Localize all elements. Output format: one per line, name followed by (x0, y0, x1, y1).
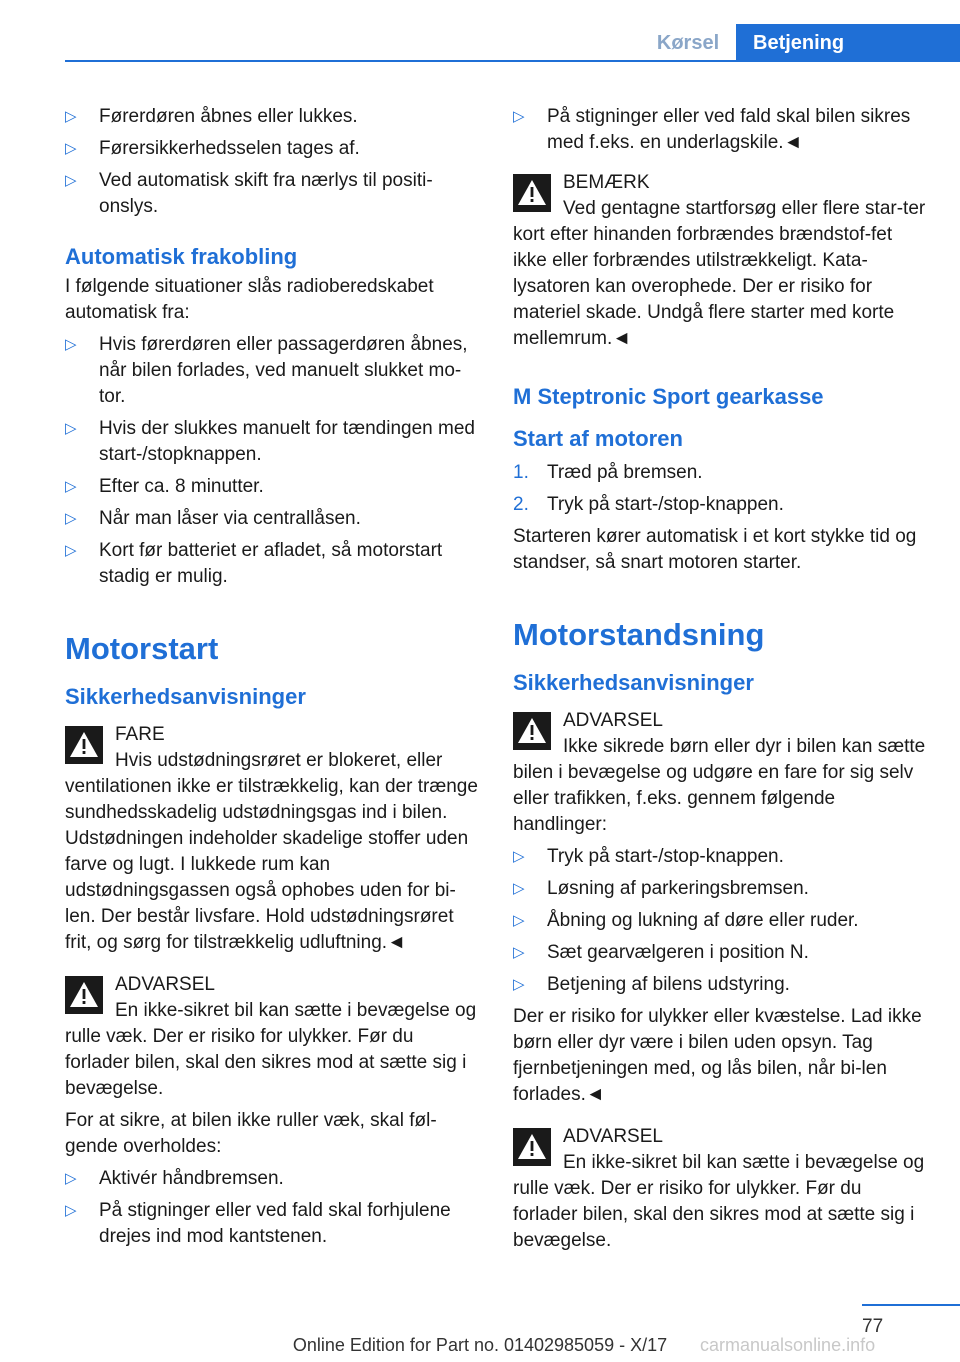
header-rule (65, 60, 960, 62)
motorstandsning-heading: Motorstandsning (513, 617, 765, 652)
start-heading: Start af motoren (513, 426, 683, 451)
warning-block-advarsel-right (513, 1124, 928, 1254)
warning-text: Hvis udstødningsrøret er blokeret, eller ventilationen ikke er tilstrækkelig, kan der trænge sundhedsskadelig udstødningsgas ind i bilen. Udstødningen indeholder skadelige stoffer uden farve og lugt. I lukkede rum kan udstødningsgassen også ophobes uden for bi-len. Der består livsfare. Hold udstødningsrøret frit, og sørg for tilstrækkelig udluftning.◄ (65, 750, 478, 953)
warning-title: FARE (115, 724, 165, 745)
step-number: 2. (513, 494, 529, 515)
list-item: ▷ Åbning og lukning af døre eller ruder. (513, 908, 928, 934)
start-steps (513, 460, 928, 518)
note-title: BEMÆRK (563, 172, 650, 193)
bullet-icon: ▷ (65, 1202, 77, 1219)
start-text: Starteren kører automatisk i et kort stykke tid og standser, så snart motoren starter. (513, 526, 917, 573)
list-item: ▷ Tryk på start-/stop-knappen. (513, 844, 928, 870)
bullet-icon: ▷ (65, 420, 77, 437)
list-item: ▷ Førerdøren åbnes eller lukkes. (65, 104, 479, 130)
bullet-icon: ▷ (513, 944, 525, 961)
left-column (65, 98, 479, 1256)
bullet-icon: ▷ (65, 1170, 77, 1187)
watermark: carmanualsonline.info (700, 1335, 876, 1355)
bullet-icon: ▷ (65, 542, 77, 559)
tab-korsel: Kørsel (656, 32, 720, 54)
warning-triangle-icon (513, 1128, 551, 1166)
list-item: ▷ Hvis førerdøren eller passagerdøren åbnes, når bilen forlades, ved manuelt slukket mo-tor. (65, 334, 468, 407)
bullet-icon: ▷ (513, 848, 525, 865)
list-item: ▷ Ved automatisk skift fra nærlys til positi-onslys. (65, 170, 433, 217)
warning-title: ADVARSEL (115, 974, 215, 995)
warning-outro: Der er risiko for ulykker eller kvæstelse. Lad ikke børn eller dyr være i bilen uden opsyn. Tag fjernbetjeningen med, og lås bilen, når bi-len forlades.◄ (513, 1006, 922, 1105)
auto-off-bullets (65, 332, 479, 590)
warning-triangle-icon (65, 976, 103, 1014)
edition-footer: Online Edition for Part no. 01402985059 - X/17 (292, 1335, 668, 1355)
page-number: 77 (862, 1316, 884, 1337)
warning-text: En ikke-sikret bil kan sætte i bevægelse og rulle væk. Der er risiko for ulykker. Før du forlader bilen, skal den sikres mod at sætte sig i bevægelse. (513, 1152, 925, 1251)
tab-betjening: Betjening (736, 24, 960, 60)
warning-text: En ikke-sikret bil kan sætte i bevægelse og rulle væk. Der er risiko for ulykker. Før du forlader bilen, skal den sikres mod at sætte sig i bevægelse. (65, 1000, 477, 1099)
list-item: ▷ Hvis der slukkes manuelt for tændingen med start-/stopknappen. (65, 418, 475, 465)
list-item: ▷ Aktivér håndbremsen. (65, 1166, 479, 1192)
list-item: 2. Tryk på start-/stop-knappen. (513, 492, 928, 518)
note-text: Ved gentagne startforsøg eller flere star-ter kort efter hinanden forbrændes brændstof-fet ikke eller forbrændes utilstrækkeligt. Kata-lysatoren kan overophede. Der er risiko for materiel skade. Undgå flere starter med korte mellemrum.◄ (513, 198, 926, 349)
note-block-bemaerk (513, 170, 928, 352)
bullet-icon: ▷ (65, 172, 77, 189)
warning-triangle-icon (513, 174, 551, 212)
list-item: ▷ Kort før batteriet er afladet, så motorstart stadig er mulig. (65, 540, 443, 587)
list-item: ▷ Førersikkerhedsselen tages af. (65, 136, 479, 162)
list-item: ▷ På stigninger eller ved fald skal bilen sikres med f.eks. en underlagskile.◄ (513, 106, 911, 153)
warning-block-children (513, 708, 928, 838)
right-top-bullets (513, 104, 928, 156)
warning-text: Ikke sikrede børn eller dyr i bilen kan sætte bilen i bevægelse og udgøre en fare for sig selv eller trafikken, f.eks. gennem følgende handlinger: (513, 736, 926, 835)
list-item: 1. Træd på bremsen. (513, 460, 928, 486)
list-item: ▷ Efter ca. 8 minutter. (65, 474, 479, 500)
list-item: ▷ Når man låser via centrallåsen. (65, 506, 479, 532)
gearbox-heading: M Steptronic Sport gearkasse (513, 384, 824, 409)
warning-block-advarsel (65, 972, 479, 1102)
list-item: ▷ Sæt gearvælgeren i position N. (513, 940, 928, 966)
warning-title: ADVARSEL (563, 710, 663, 731)
auto-off-heading: Automatisk frakobling (65, 244, 298, 269)
secure-intro: For at sikre, at bilen ikke ruller væk, skal føl-gende overholdes: (65, 1110, 437, 1157)
bullet-icon: ▷ (513, 108, 525, 125)
bullet-icon: ▷ (65, 510, 77, 527)
warning-triangle-icon (513, 712, 551, 750)
bullet-icon: ▷ (513, 880, 525, 897)
bullet-icon: ▷ (65, 140, 77, 157)
list-item: ▷ Løsning af parkeringsbremsen. (513, 876, 928, 902)
list-item: ▷ På stigninger eller ved fald skal forhjulene drejes ind mod kantstenen. (65, 1200, 451, 1247)
warning-actions-bullets (513, 844, 928, 998)
safety-heading-left: Sikkerhedsanvisninger (65, 684, 306, 709)
bullet-icon: ▷ (513, 912, 525, 929)
bullet-icon: ▷ (513, 976, 525, 993)
warning-title: ADVARSEL (563, 1126, 663, 1147)
warning-block-fare (65, 722, 479, 956)
auto-off-intro: I følgende situationer slås radioberedskabet automatisk fra: (65, 276, 434, 323)
right-column (513, 98, 928, 1260)
bullet-icon: ▷ (65, 478, 77, 495)
footer-rule (862, 1304, 960, 1306)
bullet-icon: ▷ (65, 108, 77, 125)
list-item: ▷ Betjening af bilens udstyring. (513, 972, 928, 998)
left-top-bullets (65, 104, 479, 220)
motorstart-heading: Motorstart (65, 631, 219, 666)
bullet-icon: ▷ (65, 336, 77, 353)
secure-bullets (65, 1166, 479, 1250)
step-number: 1. (513, 462, 529, 483)
warning-triangle-icon (65, 726, 103, 764)
safety-heading-right: Sikkerhedsanvisninger (513, 670, 754, 695)
